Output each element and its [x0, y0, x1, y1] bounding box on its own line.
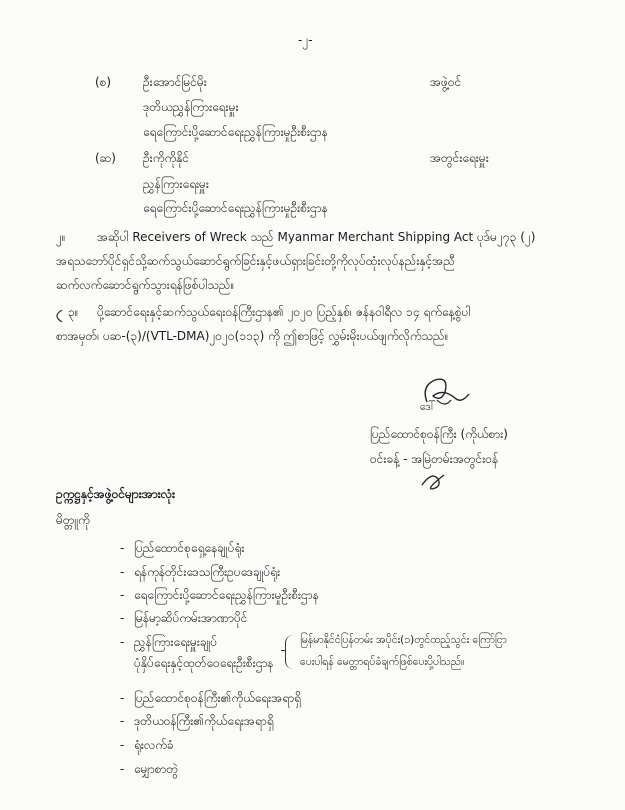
copy-recipient: - ပြည်ထောင်စုရှေ့နေချုပ်ရုံး — [120, 541, 245, 555]
paragraph-3-line: စာအမှတ်၊ ပဆ-(၃)/(VTL-DMA)၂၀၂၀(၁၁၃) ကို ဤစာဖြင့် လွှမ်းမိုးပယ်ဖျက်လိုက်သည်။ — [56, 329, 449, 343]
member-name: ဦးကိုကိုနိုင် — [143, 151, 190, 165]
dash: - — [120, 691, 125, 705]
gazette-note-line: မြန်မာနိုင်ငံပြန်တမ်း အပိုင်း(၁)တွင်ထည့်သွင်း ကြော်ငြာ — [300, 634, 507, 646]
copy-recipient: - မြန်မာ့ဆိပ်ကမ်းအာဏာပိုင် — [120, 611, 248, 625]
dash: - — [120, 738, 125, 752]
member-role: အတွင်းရေးမှူး — [430, 151, 489, 165]
paragraph-3-number: ၃။ — [68, 305, 79, 319]
copy-recipient: - ညွှန်ကြားရေးမှူးချုပ် — [120, 635, 218, 649]
dash: - — [120, 588, 125, 602]
paragraph-2-line: အဆိုပါ Receivers of Wreck သည် Myanmar Merchant Shipping Act ပုဒ်မ၂၇၃ (၂) — [97, 230, 536, 244]
dash: - — [120, 635, 125, 649]
copy-recipient: - ရေကြောင်းပို့ဆောင်ရေးညွှန်ကြားမှုဦးစီးဌာန — [120, 588, 319, 602]
member-department: ရေကြောင်းပို့ဆောင်ရေးညွှန်ကြားမှုဦးစီးဌာန — [143, 201, 328, 215]
member-role: အဖွဲ့ဝင် — [430, 75, 462, 89]
copy-recipient: - မျှောစာတွဲ — [120, 762, 179, 776]
page-number: -၂- — [298, 33, 313, 47]
dash: - — [120, 611, 125, 625]
dash: - — [120, 541, 125, 555]
copy-recipient: ပုံနှိပ်ရေးနှင့်ထုတ်ဝေရေးဦးစီးဌာန — [134, 656, 274, 670]
dash: - — [120, 714, 125, 728]
gazette-note-line: ပေးပါရန် မေတ္တာရပ်ခံချက်ဖြစ်ပေးပို့ပါသည်။ — [300, 656, 465, 668]
signatory-name: ဝင်းခန့် - အမြဲတမ်းအတွင်းဝန် — [370, 452, 499, 466]
member-department: ရေကြောင်းပို့ဆောင်ရေးညွှန်ကြားမှုဦးစီးဌာန — [143, 125, 328, 139]
member-number: (စ) — [95, 75, 112, 89]
signature-flourish-icon — [418, 467, 448, 493]
dash: - — [120, 565, 125, 579]
paragraph-2-line: ဆက်လက်ဆောင်ရွက်သွားရန်ဖြစ်ပါသည်။ — [56, 278, 235, 292]
member-title: ဒုတိယညွှန်ကြားရေးမှူး — [143, 100, 239, 114]
signature-initials: ဒေါ် — [420, 401, 436, 413]
copy-recipient: - ရုံးလက်ခံ — [120, 738, 174, 752]
grouping-brace — [285, 635, 294, 669]
signature-scribble-icon — [415, 372, 475, 422]
copy-recipient: - ဒုတိယဝန်ကြီး၏ကိုယ်ရေးအရာရှိ — [120, 714, 274, 728]
copy-recipient: - ပြည်ထောင်စုဝန်ကြီး၏ကိုယ်ရေးအရာရှိ — [120, 691, 301, 705]
member-name: ဦးအောင်မြင်မိုး — [143, 75, 207, 89]
paragraph-2-line: အရသဘော်ပိုင်ရှင်သို့ဆက်သွယ်ဆောင်ရွက်ခြင်းနှင့်ဖယ်ရှားခြင်းတို့ကိုလုပ်ထုံးလုပ်နည်းနှင့်အညီ — [56, 254, 455, 268]
member-number: (ဆ) — [95, 151, 116, 165]
copy-to-heading: မိတ္တူကို — [56, 513, 90, 527]
copy-recipient: - ရန်ကုန်တိုင်းဒေသကြီးဥပဒေချုပ်ရုံး — [120, 565, 281, 579]
member-title: ညွှန်ကြားရေးမှူး — [143, 177, 209, 191]
paragraph-2-number: ၂။ — [56, 230, 66, 244]
dash: - — [120, 762, 125, 776]
scan-mark-icon — [48, 308, 66, 324]
paragraph-3-line: ပို့ဆောင်ရေးနှင့်ဆက်သွယ်ရေးဝန်ကြီးဌာန၏ ၂၀၂၀ ပြည့်နှစ်၊ ဇန်နဝါရီလ ၁၄ ရက်နေ့စွဲပါ — [97, 305, 471, 319]
signatory-position: ပြည်ထောင်စုဝန်ကြီး (ကိုယ်စား) — [370, 427, 508, 441]
recipients-heading: ဥက္ကဋ္ဌနှင့်အဖွဲ့ဝင်များအားလုံး — [56, 487, 176, 501]
